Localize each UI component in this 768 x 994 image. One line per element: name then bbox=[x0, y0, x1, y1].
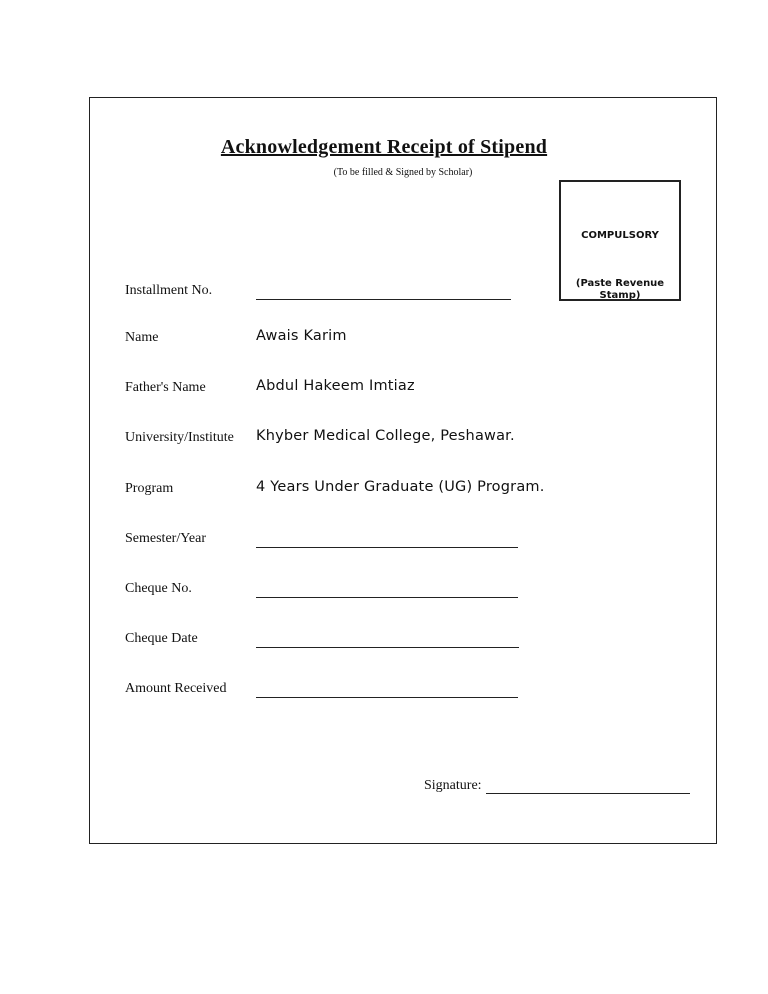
cheque-date-label: Cheque Date bbox=[125, 631, 198, 646]
stamp-note bbox=[561, 278, 679, 302]
university-label: University/Institute bbox=[125, 430, 234, 445]
stamp-heading: COMPULSORY bbox=[581, 230, 659, 241]
university-value: Khyber Medical College, Peshawar. bbox=[256, 428, 515, 444]
cheque-no-label: Cheque No. bbox=[125, 581, 192, 596]
father-value: Abdul Hakeem Imtiaz bbox=[256, 378, 415, 394]
amount-label: Amount Received bbox=[125, 681, 227, 696]
form-title: Acknowledgement Receipt of Stipend bbox=[220, 136, 548, 158]
cheque-date-blank[interactable] bbox=[256, 647, 519, 648]
stamp-note-line1: (Paste Revenue bbox=[575, 278, 665, 289]
cheque-no-blank[interactable] bbox=[256, 597, 518, 598]
installment-blank[interactable] bbox=[256, 299, 511, 300]
name-value: Awais Karim bbox=[256, 328, 347, 344]
revenue-stamp-box bbox=[559, 180, 681, 301]
stamp-note-line2: Stamp) bbox=[599, 290, 641, 301]
installment-label: Installment No. bbox=[125, 283, 213, 298]
form-subtitle: (To be filled & Signed by Scholar) bbox=[333, 167, 473, 178]
signature-label: Signature: bbox=[424, 778, 482, 793]
program-value: 4 Years Under Graduate (UG) Program. bbox=[256, 479, 545, 495]
amount-blank[interactable] bbox=[256, 697, 518, 698]
semester-blank[interactable] bbox=[256, 547, 518, 548]
semester-label: Semester/Year bbox=[125, 531, 207, 546]
program-label: Program bbox=[125, 481, 174, 496]
name-label: Name bbox=[125, 330, 159, 345]
signature-line[interactable] bbox=[486, 793, 690, 794]
father-label: Father's Name bbox=[125, 380, 206, 395]
